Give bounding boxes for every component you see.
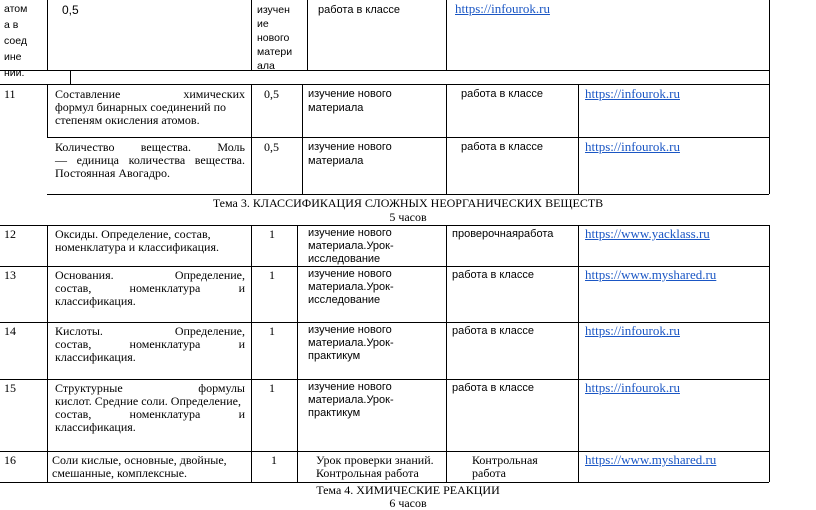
row-15-activity: изучение нового материала.Урок- практикум xyxy=(308,381,394,419)
fragment-col1: атом а в соед ине нии. xyxy=(4,3,28,79)
row-14-topic: Кислоты. Определение, состав, номенклатура и классификация. xyxy=(55,324,245,364)
row-16-topic: Соли кислые, основные, двойные, смешанные, комплексные. xyxy=(52,453,227,480)
section-3-hours: 5 часов xyxy=(389,210,427,224)
section-4-title: Тема 4. ХИМИЧЕСКИЕ РЕАКЦИИ xyxy=(316,483,500,497)
row-13-activity: изучение нового материала.Урок- исследование xyxy=(308,268,394,306)
row-16-activity: Урок проверки знаний. Контрольная работа xyxy=(316,453,434,480)
row-13-hours: 1 xyxy=(269,268,275,282)
fragment-link[interactable]: https://infourok.ru xyxy=(455,1,550,16)
row-topic-mole: Количество вещества. Моль — единица количества вещества. Постоянная Авогадро. xyxy=(55,140,245,180)
row-11-hours: 0,5 xyxy=(264,87,279,101)
row-15-link[interactable]: https://infourok.ru xyxy=(585,380,680,395)
row-mole-form: работа в классе xyxy=(461,141,543,153)
row-14-activity: изучение нового материала.Урок- практикум xyxy=(308,324,394,362)
row-mole-hours: 0,5 xyxy=(264,140,279,154)
row-14-num: 14 xyxy=(4,324,16,338)
section-3-title: Тема 3. КЛАССИФИКАЦИЯ СЛОЖНЫХ НЕОРГАНИЧЕСКИХ ВЕЩЕСТВ xyxy=(212,196,604,210)
row-12-hours: 1 xyxy=(269,227,275,241)
row-13-link[interactable]: https://www.myshared.ru xyxy=(585,267,717,282)
row-12-form: проверочнаяработа xyxy=(452,228,554,240)
row-12-activity: изучение нового материала.Урок- исследование xyxy=(308,227,394,265)
fragment-form: работа в классе xyxy=(318,4,400,16)
row-15-form: работа в классе xyxy=(452,382,534,394)
row-16-form: Контрольная работа xyxy=(472,453,538,480)
row-15-hours: 1 xyxy=(269,381,275,395)
row-13-num: 13 xyxy=(4,268,16,282)
row-14-link[interactable]: https://infourok.ru xyxy=(585,323,680,338)
fragment-activity: изучен ие нового матери ала xyxy=(257,4,293,72)
row-11-link[interactable]: https://infourok.ru xyxy=(585,86,680,101)
row-15-num: 15 xyxy=(4,381,16,395)
row-11-num: 11 xyxy=(4,87,16,101)
row-12-num: 12 xyxy=(4,227,16,241)
row-11-activity: изучение нового материала xyxy=(308,88,392,114)
row-12-topic: Оксиды. Определение, состав, номенклатура и классификация. xyxy=(55,227,219,254)
row-13-topic: Основания. Определение, состав, номенклатура и классификация. xyxy=(55,268,245,308)
row-16-hours: 1 xyxy=(271,453,277,467)
row-mole-link[interactable]: https://infourok.ru xyxy=(585,139,680,154)
row-11-topic: Составление химических формул бинарных соединений по степеням окисления атомов. xyxy=(55,87,245,127)
row-14-form: работа в классе xyxy=(452,325,534,337)
row-16-link[interactable]: https://www.myshared.ru xyxy=(585,452,717,467)
row-15-topic: Структурные формулы кислот. Средние соли. Определение, состав, номенклатура и классификация. xyxy=(55,381,245,434)
row-12-link[interactable]: https://www.yacklass.ru xyxy=(585,226,710,241)
row-16-num: 16 xyxy=(4,453,16,467)
fragment-hours: 0,5 xyxy=(62,3,79,17)
row-13-form: работа в классе xyxy=(452,269,534,281)
row-14-hours: 1 xyxy=(269,324,275,338)
row-11-form: работа в классе xyxy=(461,88,543,100)
section-4-hours: 6 часов xyxy=(389,496,427,510)
row-mole-activity: изучение нового материала xyxy=(308,141,392,167)
